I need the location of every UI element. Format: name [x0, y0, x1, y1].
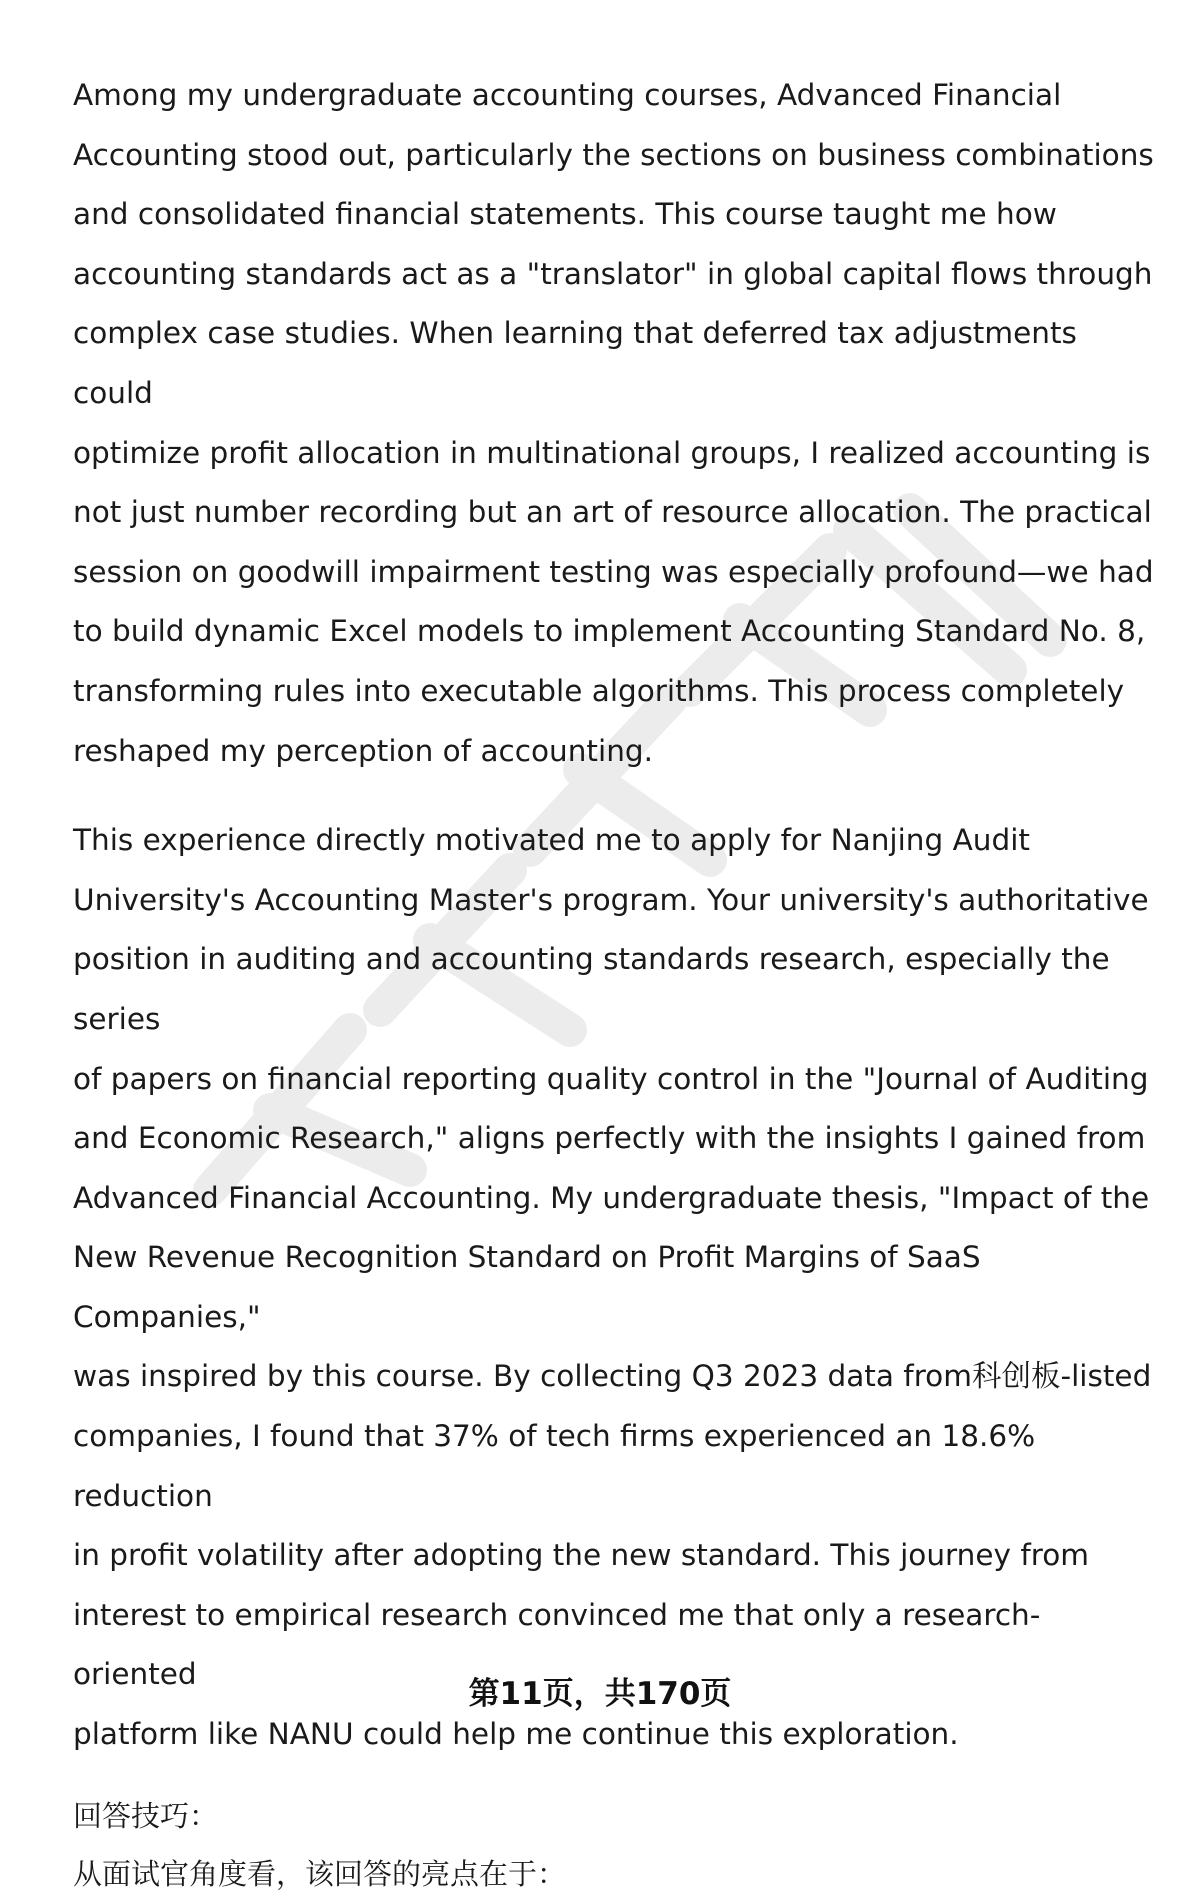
tips-section: [73, 1787, 1163, 1903]
tips-heading: 回答技巧：: [73, 1798, 219, 1833]
tips-intro: 从面试官角度看，该回答的亮点在于：: [73, 1856, 567, 1891]
document-body: [73, 66, 1163, 1903]
page-number-footer: 第11页，共170页: [468, 1676, 732, 1712]
paragraph-1: Among my undergraduate accounting courses, Advanced Financial Accounting stood out, particularly the sections on business combinations and consolidated financial statements. This course taught me how accounting standards act as a "translator" in global capital flows through complex case studies. When learning that deferred tax adjustments could optimize profit allocation in multinational groups, I realized accounting is not just number recording but an art of resource allocation. The practical session on goodwill impairment testing was especially profound—we had to build dynamic Excel models to implement Accounting Standard No. 8, transforming rules into executable algorithms. This process completely reshaped my perception of accounting.: [73, 78, 1154, 768]
paragraph-2: This experience directly motivated me to apply for Nanjing Audit University's Accounting Master's program. Your university's authoritative position in auditing and accounting standards research, especially the series of papers on financial reporting quality control in the "Journal of Auditing and Economic Research," aligns perfectly with the insights I gained from Advanced Financial Accounting. My undergraduate thesis, "Impact of the New Revenue Recognition Standard on Profit Margins of SaaS Companies," was inspired by this course. By collecting Q3 2023 data from科创板-listed companies, I found that 37% of tech firms experienced an 18.6% reduction in profit volatility after adopting the new standard. This journey from interest to empirical research convinced me that only a research-oriented platform like NANU could help me continue this exploration.: [73, 823, 1152, 1752]
